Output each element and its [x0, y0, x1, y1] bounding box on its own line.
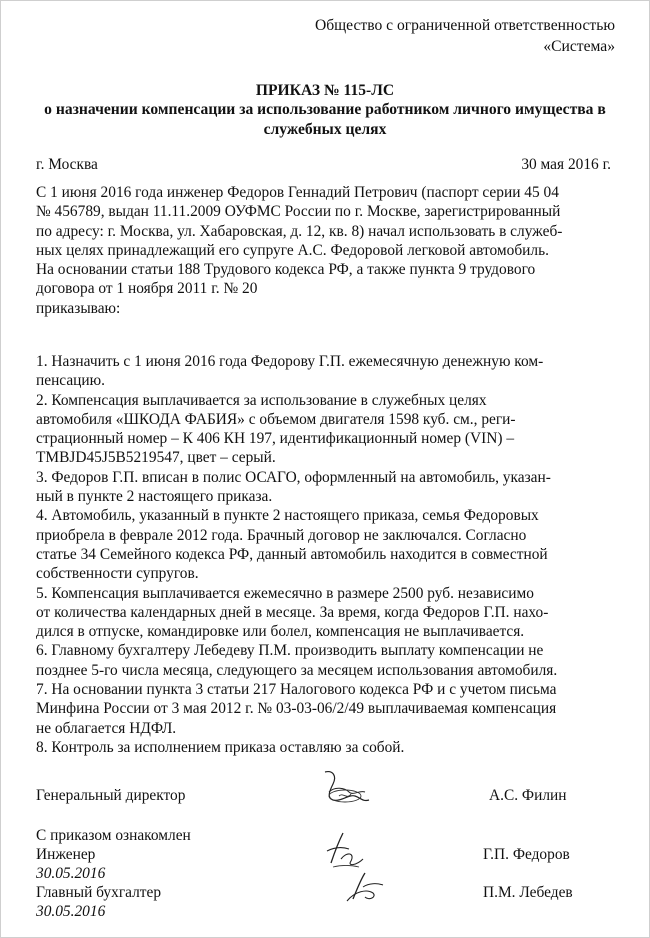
director-title: Генеральный директор [36, 787, 186, 804]
engineer-signature-image [321, 829, 367, 871]
acquainted-label: С приказом ознакомлен [36, 827, 191, 844]
clause-line: приобрела в феврале 2012 года. Брачный договор не заключался. Согласно [36, 526, 527, 544]
director-name: А.С. Филин [489, 787, 567, 804]
accountant-name: П.М. Лебедев [483, 884, 573, 901]
clause-line: дился в отпуске, командировке или болел, компенсация не выплачивается. [36, 623, 525, 641]
order-clauses [36, 352, 614, 757]
preamble-line: договора от 1 ноября 2011 г. № 20 [36, 280, 258, 298]
clause-line: не облагается НДФЛ. [36, 719, 177, 737]
clause-line: 6. Главному бухгалтеру Лебедеву П.М. производить выплату компенсации не [36, 642, 544, 660]
accountant-signature-row [36, 883, 611, 903]
clause-line: 7. На основании пункта 3 статьи 217 Налогового кодекса РФ и с учетом письма [36, 681, 557, 699]
clause-line: TMBJD45J5B5219547, цвет – серый. [36, 449, 276, 467]
engineer-date: 30.05.2016 [36, 865, 106, 882]
organization-line-1: Общество с ограниченной ответственностью [314, 17, 615, 34]
preamble-line: по адресу: г. Москва, ул. Хабаровская, д. 12, кв. 8) начал использовать в служеб- [36, 222, 563, 240]
engineer-title: Инженер [36, 846, 96, 863]
clause-line: собственности супругов. [36, 565, 199, 583]
preamble [36, 183, 614, 318]
preamble-line: На основании статьи 188 Трудового кодекса РФ, а также пункта 9 трудового [36, 261, 536, 279]
preamble-line: приказываю: [36, 299, 121, 317]
clause-line: позднее 5-го числа месяца, следующего за месяцем использования автомобиля. [36, 661, 558, 679]
clause-line: пенсацию. [36, 372, 105, 390]
organization-name: «Система» [543, 38, 615, 55]
engineer-name: Г.П. Федоров [483, 846, 570, 863]
clause-line: 3. Федоров Г.П. вписан в полис ОСАГО, оформленный на автомобиль, указан- [36, 468, 551, 486]
clause-line: автомобиля «ШКОДА ФАБИЯ» с объемом двигателя 1598 куб. см., реги- [36, 410, 516, 428]
order-date: 30 мая 2016 г. [521, 156, 611, 173]
clause-line: Минфина России от 3 мая 2012 г. № 03-03-06/2/49 выплачиваемая компенсация [36, 700, 557, 718]
accountant-date: 30.05.2016 [36, 903, 106, 920]
clause-line: 5. Компенсация выплачивается ежемесячно в размере 2500 руб. независимо [36, 584, 534, 602]
organization-header [315, 15, 615, 57]
preamble-line: ных целях принадлежащий его супруге А.С. Федоровой легковой автомобиль. [36, 241, 549, 259]
order-place: г. Москва [36, 156, 98, 173]
clause-line: статье 34 Семейного кодекса РФ, данный автомобиль находится в совместной [36, 545, 548, 563]
clause-line: 8. Контроль за исполнением приказа оставляю за собой. [36, 738, 405, 756]
clause-line: 2. Компенсация выплачивается за использование в служебных целях [36, 391, 487, 409]
order-title: ПРИКАЗ № 115-ЛС [255, 82, 395, 99]
clause-line: 4. Автомобиль, указанный в пункте 2 настоящего приказа, семья Федоровых [36, 507, 539, 525]
director-signature-image [319, 766, 379, 810]
clause-line: 1. Назначить с 1 июня 2016 года Федорову Г.П. ежемесячную денежную ком- [36, 353, 544, 370]
accountant-title: Главный бухгалтер [36, 884, 162, 901]
preamble-line: № 456789, выдан 11.11.2009 ОУФМС России по г. Москве, зарегистрированный [36, 203, 561, 221]
clause-line: ный в пункте 2 настоящего приказа. [36, 488, 273, 506]
accountant-signature-image [339, 867, 387, 907]
order-subtitle: о назначении компенсации за использование работником личного имущества в служебных целях [44, 101, 606, 138]
clause-line: от количества календарных дней в месяце. За время, когда Федоров Г.П. нахо- [36, 603, 549, 621]
clause-line: страционный номер – К 406 КН 197, идентификационный номер (VIN) – [36, 430, 515, 448]
preamble-line: С 1 июня 2016 года инженер Федоров Геннадий Петрович (паспорт серии 45 04 [36, 184, 559, 201]
